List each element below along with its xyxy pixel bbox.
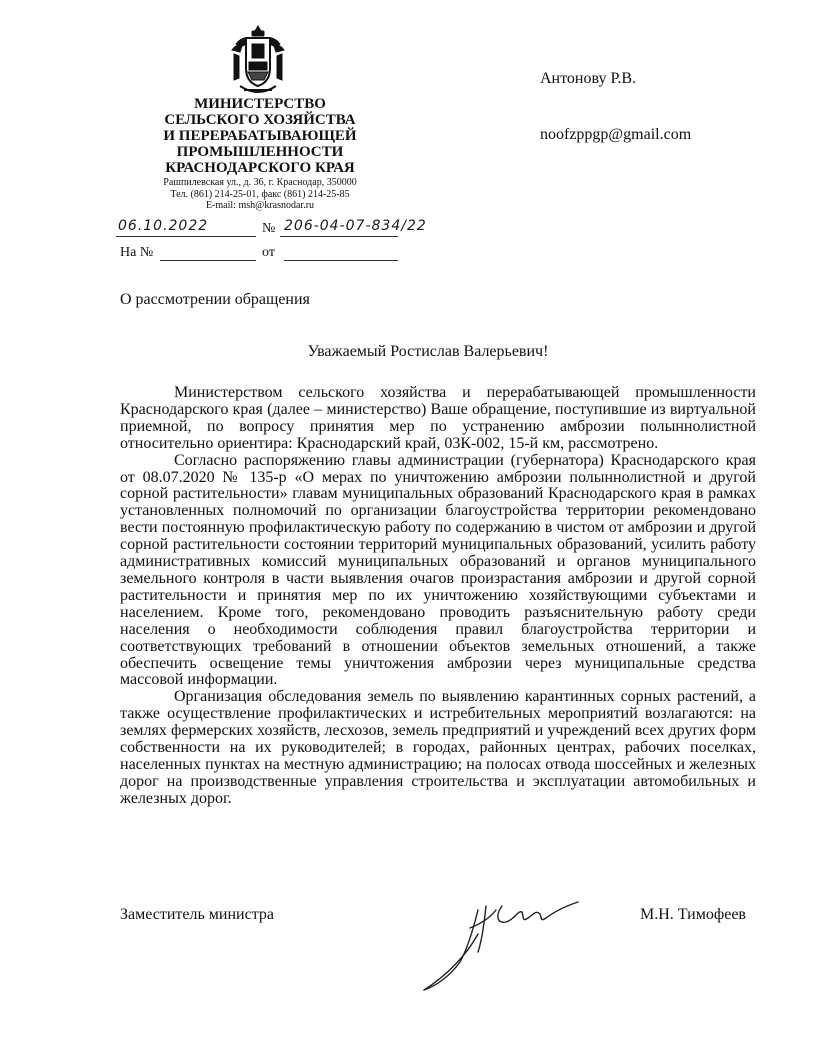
from-label: от: [262, 245, 275, 260]
number-label: №: [262, 221, 276, 236]
letter-greeting: Уважаемый Ростислав Валерьевич!: [307, 343, 549, 360]
letter-subject: О рассмотрении обращения: [120, 291, 310, 308]
body-paragraph-3: Организация обследования земель по выявлению карантинных сорных растений, а также осуществление профилактических и истребительных мероприятий возлагаются: на землях фермерских хозяйств, лесхозов, земель предприятий и учреждений всех других форм собственности на их руководителей; в городах, районных центрах, рабочих поселках, населенных пунктах на местную администрацию; на полосах отвода шоссейных и железных дорог на производственные управления строительства и эксплуатации автомобильных и железных дорог.: [120, 688, 756, 807]
ministry-name-line-1: МИНИСТЕРСТВО: [194, 96, 326, 112]
ministry-name-line-4: ПРОМЫШЛЕННОСТИ: [176, 144, 344, 160]
from-underline: [284, 260, 398, 261]
body-paragraph-1: Министерством сельского хозяйства и перерабатывающей промышленности Краснодарского края (далее – министерство) Ваше обращение, поступившие из виртуальной приемной, по вопросу принятия мер по устранению амброзии полыннолистной относительно ориентира: Краснодарский край, 03К-002, 15-й км, рассмотрено.: [120, 384, 756, 452]
signatory-name: М.Н. Тимофеев: [640, 906, 746, 923]
ministry-name-line-2: СЕЛЬСКОГО ХОЗЯЙСТВА: [164, 112, 356, 128]
recipient-name: Антонову Р.В.: [540, 70, 637, 87]
date-underline: [116, 236, 256, 237]
recipient-email: noofzppgp@gmail.com: [540, 126, 692, 143]
ministry-name-line-5: КРАСНОДАРСКОГО КРАЯ: [165, 160, 355, 176]
coat-of-arms-icon: [226, 24, 290, 96]
reference-label: На №: [120, 245, 154, 260]
number-underline: [280, 236, 398, 237]
ministry-name-line-3: И ПЕРЕРАБАТЫВАЮЩЕЙ: [163, 128, 357, 144]
letter-body: [120, 385, 756, 808]
ministry-email: E-mail: msh@krasnodar.ru: [205, 200, 315, 211]
outgoing-date: 06.10.2022: [118, 218, 209, 234]
reference-underline: [160, 260, 256, 261]
handwritten-signature: [416, 896, 586, 996]
ministry-phone: Тел. (861) 214-25-01, факс (861) 214-25-85: [170, 189, 350, 200]
ministry-address: Рашпилевская ул., д. 36, г. Краснодар, 350000: [163, 177, 357, 188]
outgoing-number: 206-04-07-834/22: [284, 218, 427, 234]
body-paragraph-2: Согласно распоряжению главы администрации (губернатора) Краснодарского края от 08.07.2020 № 135-р «О мерах по уничтожению амброзии полыннолистной и другой сорной растительности» главам муниципальных образований Краснодарского края в рамках установленных полномочий по организации благоустройства территории рекомендовано вести постоянную профилактическую работу по содержанию в чистом от амброзии и другой сорной растительности состоянии территорий муниципальных образований, усилить работу административных комиссий муниципальных образований и органов муниципального земельного контроля в части выявления очагов произрастания амброзии и другой сорной растительности и принятия мер по их уничтожению хозяйствующими субъектами и населением. Кроме того, рекомендовано проводить разъяснительную работу среди населения о необходимости соблюдения правил благоустройства территории и соответствующих требований в отношении объектов земельных отношений, а также обеспечить освещение темы уничтожения амброзии через муниципальные средства массовой информации.: [120, 451, 756, 689]
signatory-position: Заместитель министра: [120, 906, 274, 923]
